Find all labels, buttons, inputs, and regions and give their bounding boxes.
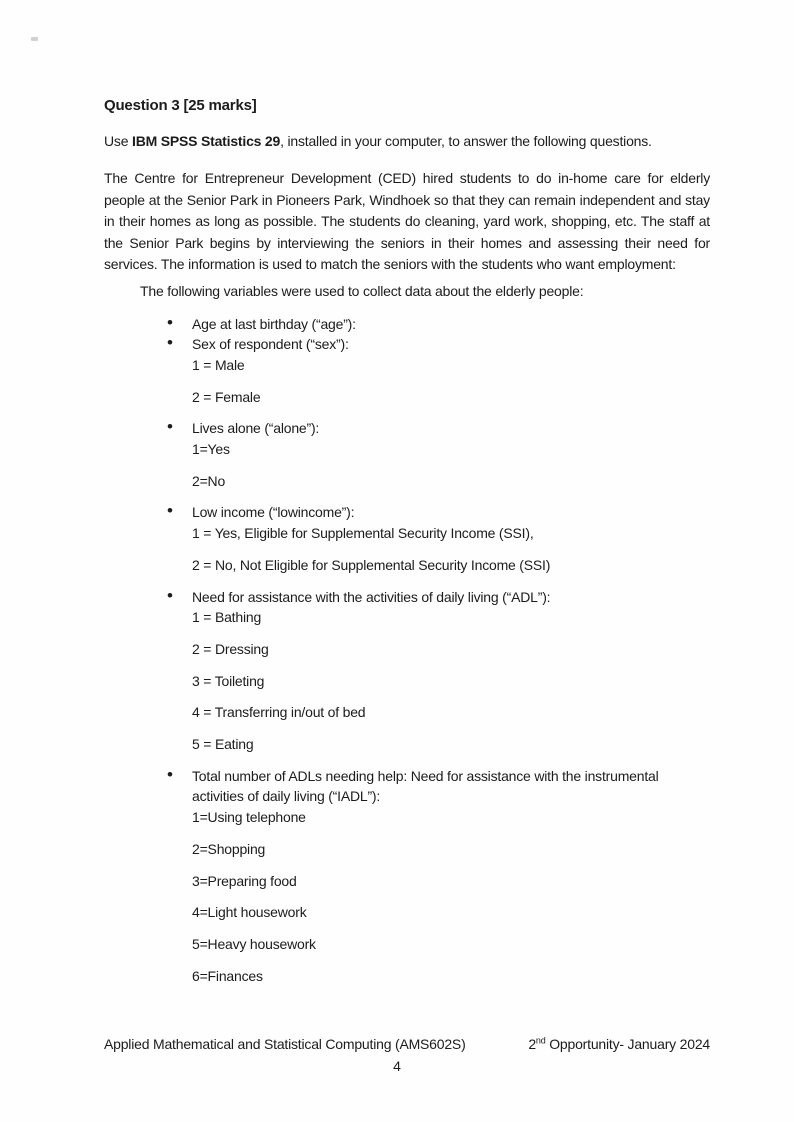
variable-value: 2=No xyxy=(192,472,226,489)
variable-value: 2 = Dressing xyxy=(192,640,269,657)
page-number: 4 xyxy=(393,1058,401,1074)
variable-value: 1=Yes xyxy=(192,441,230,458)
variables-list xyxy=(104,314,710,987)
variable-value: 6=Finances xyxy=(192,967,263,984)
footer-ordinal-base: 2 xyxy=(528,1036,536,1052)
page-footer xyxy=(104,1034,710,1055)
variable-item xyxy=(192,334,710,407)
variable-item xyxy=(192,587,710,755)
variable-item xyxy=(192,314,710,335)
intro-prefix: Use xyxy=(104,133,132,149)
variable-label: • Lives alone (“alone”): xyxy=(192,420,320,437)
variable-values xyxy=(192,523,710,575)
footer-course-name: Applied Mathematical and Statistical Computing (AMS602S) xyxy=(104,1036,466,1052)
variable-value: 5=Heavy housework xyxy=(192,935,316,952)
footer-ordinal-suffix: nd xyxy=(535,1035,546,1046)
variable-label: • Total number of ADLs needing help: Need for assistance with the instrumental activities of daily living (“IADL”): xyxy=(192,767,659,805)
variable-value: 4=Light housework xyxy=(192,904,307,921)
variable-value: 3=Preparing food xyxy=(192,872,297,889)
scenario-paragraph: The Centre for Entrepreneur Development (CED) hired students to do in-home care for elderly people at the Senior Park in Pioneers Park, Windhoek so that they can remain independent and stay in their homes as long as possible. The students do cleaning, yard work, shopping, etc. The staff at the Senior Park begins by interviewing the seniors in their homes and assessing their need for services. The information is used to match the seniors with the students who want employment: xyxy=(104,170,710,272)
variable-label: • Low income (“lowincome”): xyxy=(192,504,355,521)
variable-value: 1 = Male xyxy=(192,356,245,373)
variable-value: 1=Using telephone xyxy=(192,809,306,826)
footer-session-text: Opportunity- January 2024 xyxy=(545,1036,710,1052)
intro-line xyxy=(104,131,710,152)
variable-values xyxy=(192,355,710,407)
variables-intro: The following variables were used to collect data about the elderly people: xyxy=(140,282,584,299)
variable-values xyxy=(192,607,710,755)
variable-value: 1 = Yes, Eligible for Supplemental Security Income (SSI), xyxy=(192,525,534,542)
variable-label: • Age at last birthday (“age”): xyxy=(192,315,356,332)
scan-artifact-mark xyxy=(31,37,38,41)
variable-value: 1 = Bathing xyxy=(192,609,262,626)
intro-suffix: , installed in your computer, to answer the following questions. xyxy=(280,133,652,149)
page-content xyxy=(104,0,710,997)
variable-value: 2 = Female xyxy=(192,388,261,405)
variable-values xyxy=(192,807,710,986)
variable-value: 5 = Eating xyxy=(192,736,254,753)
variable-value: 3 = Toileting xyxy=(192,672,265,689)
variable-values xyxy=(192,439,710,491)
variable-item xyxy=(192,418,710,491)
variable-label: • Sex of respondent (“sex”): xyxy=(192,336,349,353)
question-title: Question 3 [25 marks] xyxy=(104,97,257,114)
footer-exam-session xyxy=(528,1034,710,1055)
variable-label: • Need for assistance with the activities of daily living (“ADL”): xyxy=(192,588,551,605)
variable-value: 2=Shopping xyxy=(192,840,266,857)
variable-item xyxy=(192,766,710,987)
variable-value: 4 = Transferring in/out of bed xyxy=(192,704,366,721)
variable-item xyxy=(192,502,710,575)
intro-software-name: IBM SPSS Statistics 29 xyxy=(132,133,281,149)
variable-value: 2 = No, Not Eligible for Supplemental Security Income (SSI) xyxy=(192,556,551,573)
